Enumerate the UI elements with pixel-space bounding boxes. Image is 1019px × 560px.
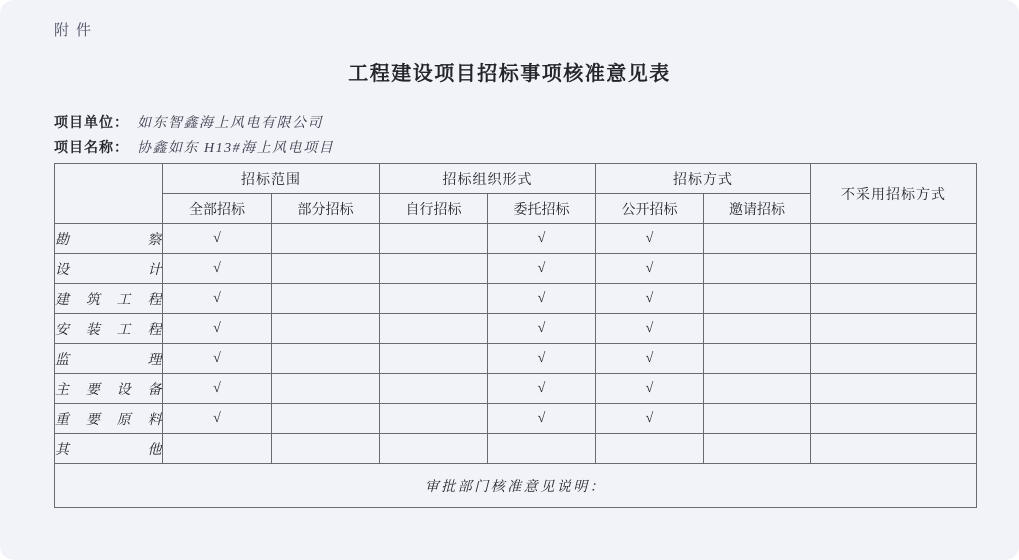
check-cell: √ (596, 374, 704, 404)
check-cell (272, 224, 380, 254)
check-cell (380, 224, 488, 254)
table-row-installation (55, 314, 977, 344)
project-unit-value: 如东智鑫海上风电有限公司 (137, 116, 323, 131)
check-cell (811, 314, 977, 344)
check-cell: √ (163, 344, 272, 374)
check-cell (811, 254, 977, 284)
check-cell (380, 434, 488, 464)
check-cell (380, 374, 488, 404)
check-cell (704, 314, 811, 344)
row-label: 设计 (55, 254, 163, 284)
check-cell (272, 344, 380, 374)
subheader-full-bidding: 全部招标 (163, 194, 272, 224)
check-cell (272, 434, 380, 464)
check-cell (704, 254, 811, 284)
header-group-row (55, 164, 977, 194)
check-cell (380, 284, 488, 314)
attachment-label: 附件 (54, 23, 99, 39)
approval-note-label: 审批部门核准意见说明： (55, 464, 977, 508)
row-label: 建筑工程 (55, 284, 163, 314)
check-cell (704, 404, 811, 434)
check-cell: √ (488, 224, 596, 254)
header-group-bid-method: 招标方式 (596, 164, 811, 194)
table-row-supervision (55, 344, 977, 374)
check-cell: √ (163, 314, 272, 344)
row-label: 主要设备 (55, 374, 163, 404)
row-label: 安装工程 (55, 314, 163, 344)
check-cell (272, 254, 380, 284)
check-cell: √ (488, 314, 596, 344)
check-cell (380, 344, 488, 374)
check-cell: √ (488, 284, 596, 314)
subheader-open-bidding: 公开招标 (596, 194, 704, 224)
check-cell (811, 404, 977, 434)
check-cell: √ (488, 374, 596, 404)
check-cell (811, 374, 977, 404)
header-group-bid-organization: 招标组织形式 (380, 164, 596, 194)
check-cell (704, 374, 811, 404)
check-cell (380, 314, 488, 344)
row-label: 重要原料 (55, 404, 163, 434)
row-label: 其他 (55, 434, 163, 464)
header-no-bidding: 不采用招标方式 (811, 164, 977, 224)
check-cell (704, 284, 811, 314)
table-row-survey (55, 224, 977, 254)
check-cell: √ (488, 254, 596, 284)
table-row-design (55, 254, 977, 284)
check-cell: √ (163, 224, 272, 254)
subheader-partial-bidding: 部分招标 (272, 194, 380, 224)
check-cell: √ (596, 254, 704, 284)
page-title: 工程建设项目招标事项核准意见表 (348, 63, 671, 85)
check-cell: √ (163, 374, 272, 404)
project-name-label: 项目名称： (54, 141, 129, 156)
check-cell: √ (163, 404, 272, 434)
check-cell (488, 434, 596, 464)
check-cell (811, 344, 977, 374)
check-cell (811, 434, 977, 464)
check-cell: √ (163, 254, 272, 284)
check-cell: √ (596, 344, 704, 374)
project-name-line (54, 137, 334, 157)
check-cell (380, 254, 488, 284)
check-cell: √ (596, 284, 704, 314)
check-cell: √ (163, 284, 272, 314)
project-unit-label: 项目单位： (54, 116, 129, 131)
subheader-entrusted-bidding: 委托招标 (488, 194, 596, 224)
check-cell (163, 434, 272, 464)
check-cell (596, 434, 704, 464)
check-cell (704, 344, 811, 374)
table-row-main-equipment (55, 374, 977, 404)
corner-header-cell (55, 164, 163, 224)
check-cell: √ (596, 224, 704, 254)
project-name-value: 协鑫如东 H13#海上风电项目 (137, 141, 335, 156)
check-cell: √ (596, 404, 704, 434)
check-cell (272, 374, 380, 404)
check-cell: √ (488, 404, 596, 434)
check-cell (380, 404, 488, 434)
check-cell (704, 224, 811, 254)
header-group-bid-scope: 招标范围 (163, 164, 380, 194)
check-cell (272, 284, 380, 314)
check-cell (811, 224, 977, 254)
check-cell (811, 284, 977, 314)
table-row-construction (55, 284, 977, 314)
check-cell (272, 404, 380, 434)
approval-table (54, 163, 977, 508)
table-row-other (55, 434, 977, 464)
project-unit-line (54, 112, 323, 132)
check-cell: √ (596, 314, 704, 344)
check-cell (704, 434, 811, 464)
subheader-invited-bidding: 邀请招标 (704, 194, 811, 224)
table-row-key-materials (55, 404, 977, 434)
row-label: 勘察 (55, 224, 163, 254)
check-cell: √ (488, 344, 596, 374)
check-cell (272, 314, 380, 344)
approval-note-row (55, 464, 977, 508)
row-label: 监理 (55, 344, 163, 374)
subheader-self-bidding: 自行招标 (380, 194, 488, 224)
